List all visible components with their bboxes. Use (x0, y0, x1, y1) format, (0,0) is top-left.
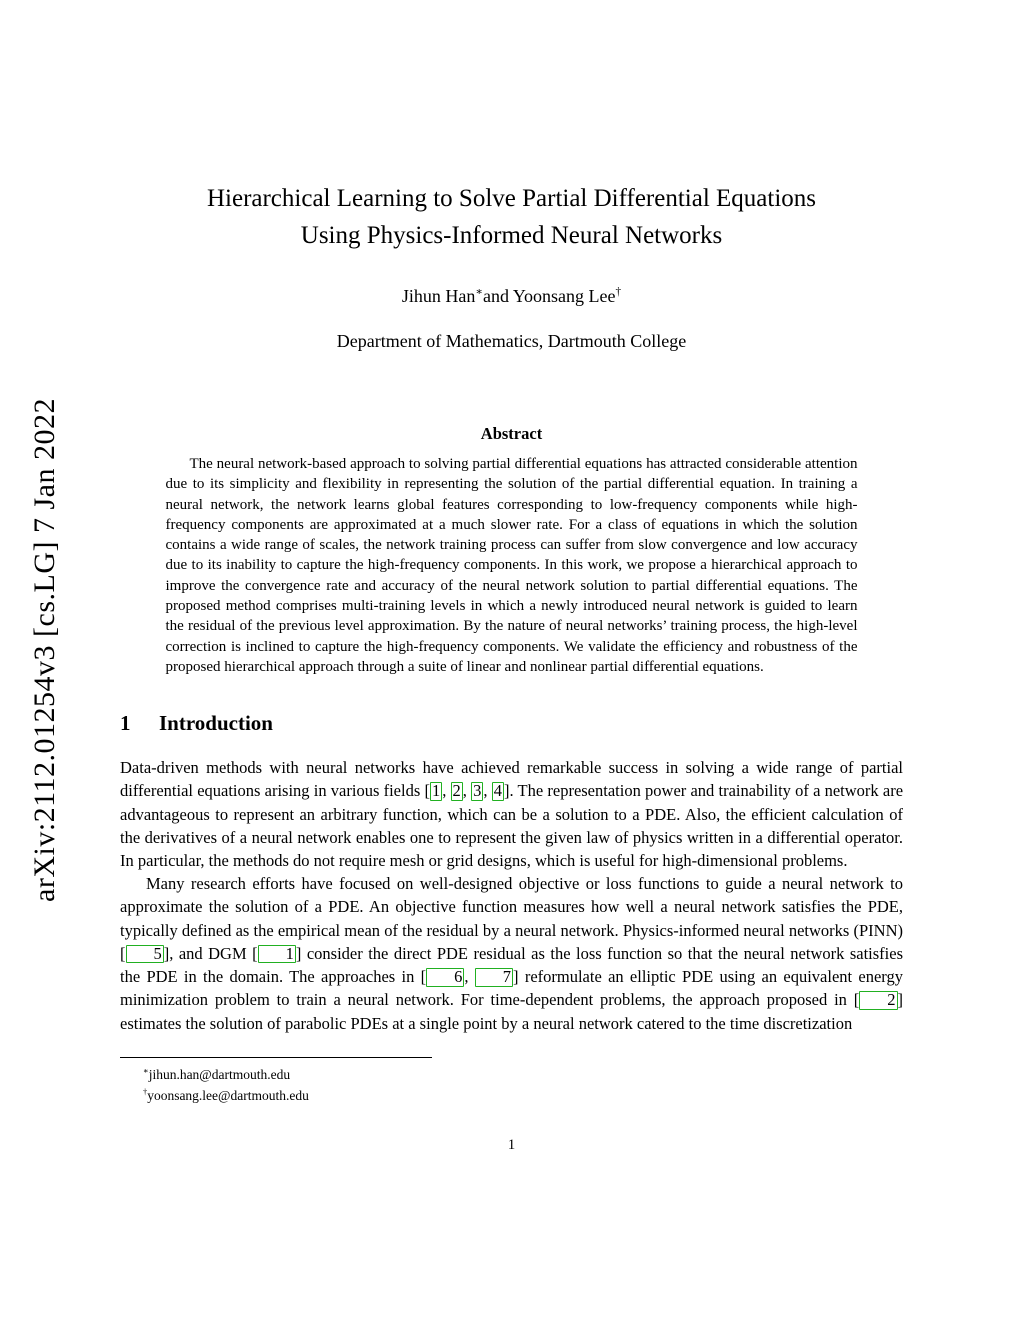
paragraph-text: ] consider the direct PDE residual as the loss function so that the neural network satisfies the PDE in the domain. The approaches in [ (120, 943, 903, 987)
footnote-marker: † (143, 1087, 148, 1097)
section-heading-introduction (120, 711, 903, 736)
author-footnote-marker-1: ∗ (475, 286, 483, 298)
arxiv-watermark: arXiv:2112.01254v3 [cs.LG] 7 Jan 2022 (28, 398, 61, 902)
citation-link-1[interactable]: 1 (431, 781, 441, 801)
citation-link-4[interactable]: 4 (493, 781, 502, 801)
section-title: Introduction (159, 711, 273, 736)
section-number: 1 (120, 711, 131, 736)
paper-title (120, 180, 903, 254)
citation-link-7[interactable]: 7 (475, 968, 513, 987)
footnote-marker: ∗ (143, 1066, 149, 1076)
abstract-heading: Abstract (480, 424, 543, 443)
title-line-2: Using Physics-Informed Neural Networks (300, 222, 723, 249)
affiliation: Department of Mathematics, Dartmouth College (336, 331, 687, 351)
citation-link-6[interactable]: 6 (426, 968, 464, 987)
paragraph-text: , (483, 781, 492, 801)
footnote-text: yoonsang.lee@dartmouth.edu (147, 1087, 309, 1103)
author-name-1: Jihun Han (401, 286, 476, 306)
citation-link-1b[interactable]: 1 (258, 945, 296, 964)
abstract-text: The neural network-based approach to solving partial differential equations has attracted considerable attention due to its simplicity and flexibility in representing the solution of the partial differential equation. In training a neural network, the network learns global features corresponding to low-frequency components while high-frequency components are approximated at a much slower rate. For a class of equations in which the solution contains a wide range of scales, the network training process can suffer from slow convergence and low accuracy due to its inability to capture the high-frequency components. In this work, we propose a hierarchical approach to improve the convergence rate and accuracy of the neural network solution to partial differential equations. The proposed method comprises multi-training levels in which a newly introduced neural network is guided to learn the residual of the previous level approximation. By the nature of neural networks’ training process, the high-level correction is inclined to capture the high-frequency components. We validate the efficiency and robustness of the proposed hierarchical approach through a suite of linear and nonlinear partial differential equations. (165, 456, 858, 675)
footnote-block (120, 1057, 903, 1107)
paragraph-text: ]. The representation power and trainability of a network are advantageous to represent an arbitrary function, which can be a solution to a PDE. Also, the efficient calculation of the derivatives of a neural network enables one to represent the given law of physics written in a differential operator. In particular, the methods do not require mesh or grid designs, which is useful for high-dimensional problems. (120, 781, 904, 871)
paragraph-text: ], and DGM [ (163, 943, 258, 963)
paragraph-text: , (442, 781, 451, 801)
paragraph-text: , (464, 967, 475, 987)
paragraph-text: ] reformulate an elliptic PDE using an equivalent energy minimization problem to train a neural network. For time-dependent problems, the approach proposed in [ (120, 967, 903, 1010)
page-number: 1 (507, 1136, 516, 1153)
footnote-text: jihun.han@dartmouth.edu (148, 1066, 291, 1082)
citation-link-3[interactable]: 3 (473, 781, 482, 801)
citation-link-5[interactable]: 5 (126, 945, 164, 964)
paragraph-text: Many research efforts have focused on well-designed objective or loss functions to guide a neural network to approximate the solution of a PDE. An objective function measures how well a neural network satisfies the PDE, typically defined as the empirical mean of the residual by a neural network. Physics-informed neural networks (PINN) [ (120, 874, 903, 963)
paragraph-text: , (462, 781, 472, 801)
footnote-item (120, 1086, 903, 1107)
author-line (120, 286, 903, 307)
title-line-1: Hierarchical Learning to Solve Partial Differential Equations (206, 185, 817, 212)
intro-paragraph-1 (120, 756, 903, 872)
author-footnote-marker-2: † (615, 286, 622, 298)
intro-paragraph-2 (120, 872, 903, 1034)
paragraph-text: ] estimates the solution of parabolic PDEs at a single point by a neural network catered to the time discretization (120, 990, 903, 1033)
citation-link-2[interactable]: 2 (452, 781, 461, 801)
footnote-rule (120, 1057, 432, 1058)
author-name-2: and Yoonsang Lee (483, 286, 616, 306)
paragraph-text: Data-driven methods with neural networks have achieved remarkable success in solving a wide range of partial differential equations arising in various fields [ (120, 758, 903, 801)
citation-link-2b[interactable]: 2 (859, 991, 897, 1010)
footnote-item (120, 1065, 903, 1086)
